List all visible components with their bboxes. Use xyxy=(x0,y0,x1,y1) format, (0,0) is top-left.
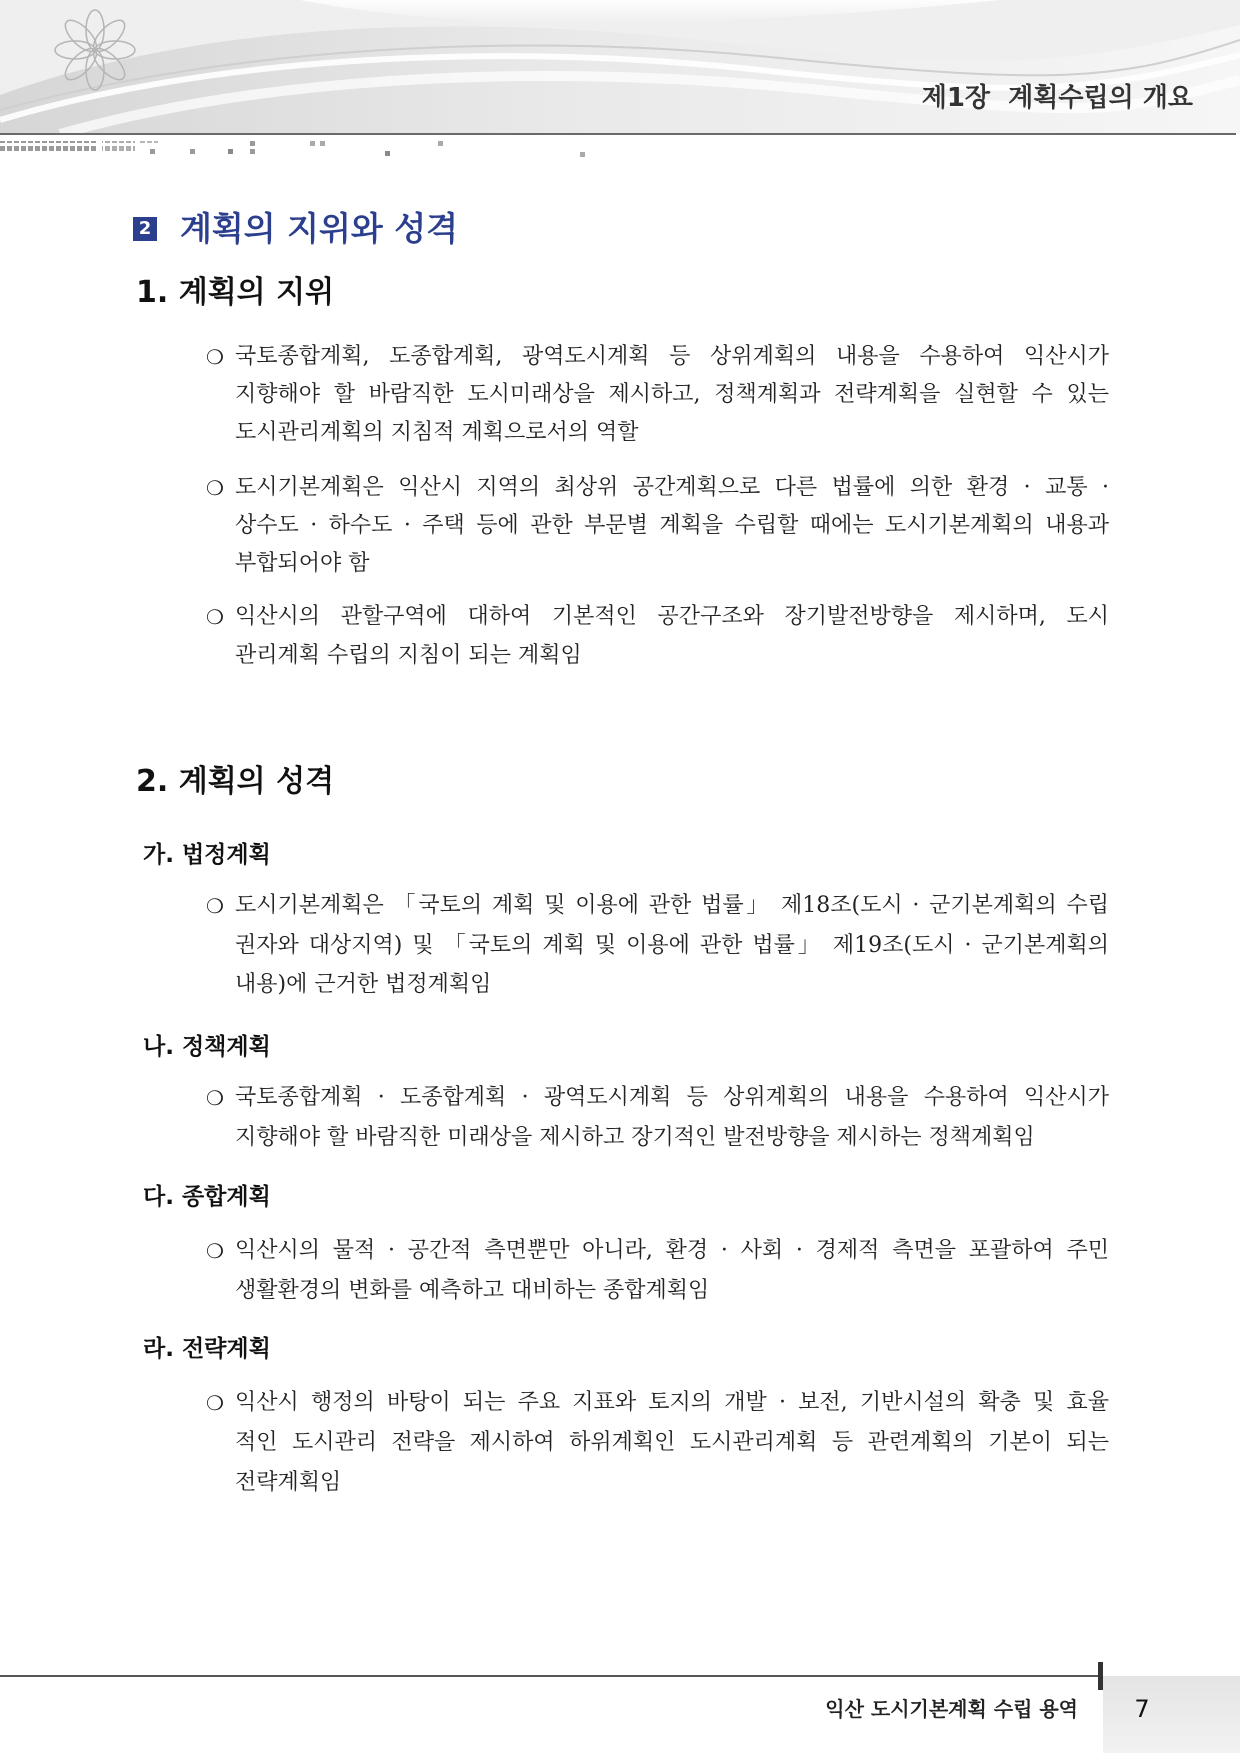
footer-tick-mark xyxy=(1098,1662,1103,1690)
paragraph-line: 익산시 행정의 바탕이 되는 주요 지표와 토지의 개발 · 보전, 기반시설의 확충 및 효율 xyxy=(235,1390,1109,1415)
paragraph-line: 지향해야 할 바람직한 미래상을 제시하고 장기적인 발전방향을 제시하는 정책계획임 xyxy=(235,1125,1035,1150)
paragraph-line: 도시기본계획은 「국토의 계획 및 이용에 관한 법률」 제18조(도시 · 군기본계획의 수립 xyxy=(235,893,1109,918)
bullet-marker: ❍ xyxy=(206,1086,224,1110)
paragraph-line: 부합되어야 함 xyxy=(235,551,370,576)
bullet-marker: ❍ xyxy=(206,1239,224,1263)
chapter-title: 제1장 계획수립의 개요 xyxy=(921,83,1193,113)
paragraph-line: 지향해야 할 바람직한 도시미래상을 제시하고, 정책계획과 전략계획을 실현할 수 있는 xyxy=(235,382,1109,407)
group-title-legal-plan: 가. 법정계획 xyxy=(143,842,271,868)
paragraph-line: 도시기본계획은 익산시 지역의 최상위 공간계획으로 다른 법률에 의한 환경 · 교통 · xyxy=(235,475,1109,500)
section-title: 계획의 지위와 성격 xyxy=(180,209,459,248)
page-number: 7 xyxy=(1134,1695,1150,1723)
bullet-marker: ❍ xyxy=(206,894,224,918)
paragraph-line: 생활환경의 변화를 예측하고 대비하는 종합계획임 xyxy=(235,1278,710,1303)
paragraph-line: 상수도 · 하수도 · 주택 등에 관한 부문별 계획을 수립할 때에는 도시기본계획의 내용과 xyxy=(235,513,1109,538)
group-title-comprehensive-plan: 다. 종합계획 xyxy=(143,1184,271,1210)
footer-document-title: 익산 도시기본계획 수립 용역 xyxy=(825,1697,1078,1721)
paragraph-line: 익산시의 물적 · 공간적 측면뿐만 아니라, 환경 · 사회 · 경제적 측면을 포괄하여 주민 xyxy=(235,1238,1109,1263)
paragraph-line: 내용)에 근거한 법정계획임 xyxy=(235,972,492,997)
paragraph-line: 익산시의 관할구역에 대하여 기본적인 공간구조와 장기발전방향을 제시하며, 도시 xyxy=(235,604,1109,629)
paragraph-line: 국토종합계획, 도종합계획, 광역도시계획 등 상위계획의 내용을 수용하여 익산시가 xyxy=(235,344,1109,369)
group-title-strategic-plan: 라. 전략계획 xyxy=(143,1336,271,1362)
subsection-title-character: 2. 계획의 성격 xyxy=(136,764,335,799)
paragraph-line: 권자와 대상지역) 및 「국토의 계획 및 이용에 관한 법률」 제19조(도시 · 군기본계획의 xyxy=(235,933,1109,958)
paragraph-line: 국토종합계획 · 도종합계획 · 광역도시계획 등 상위계획의 내용을 수용하여 익산시가 xyxy=(235,1085,1109,1110)
bullet-marker: ❍ xyxy=(206,1391,224,1415)
paragraph-line: 적인 도시관리 전략을 제시하여 하위계획인 도시관리계획 등 관련계획의 기본이 되는 xyxy=(235,1430,1109,1455)
paragraph-line: 도시관리계획의 지침적 계획으로서의 역할 xyxy=(235,420,639,445)
subsection-title-status: 1. 계획의 지위 xyxy=(136,275,335,310)
bullet-marker: ❍ xyxy=(206,345,224,369)
header-divider xyxy=(0,133,1236,135)
bullet-marker: ❍ xyxy=(206,605,224,629)
decorative-dot-pattern xyxy=(0,138,620,162)
paragraph-line: 전략계획임 xyxy=(235,1470,342,1495)
footer-divider xyxy=(0,1675,1100,1677)
paragraph-line: 관리계획 수립의 지침이 되는 계획임 xyxy=(235,643,582,668)
bullet-marker: ❍ xyxy=(206,476,224,500)
section-number-badge: 2 xyxy=(133,217,157,241)
group-title-policy-plan: 나. 정책계획 xyxy=(143,1034,271,1060)
